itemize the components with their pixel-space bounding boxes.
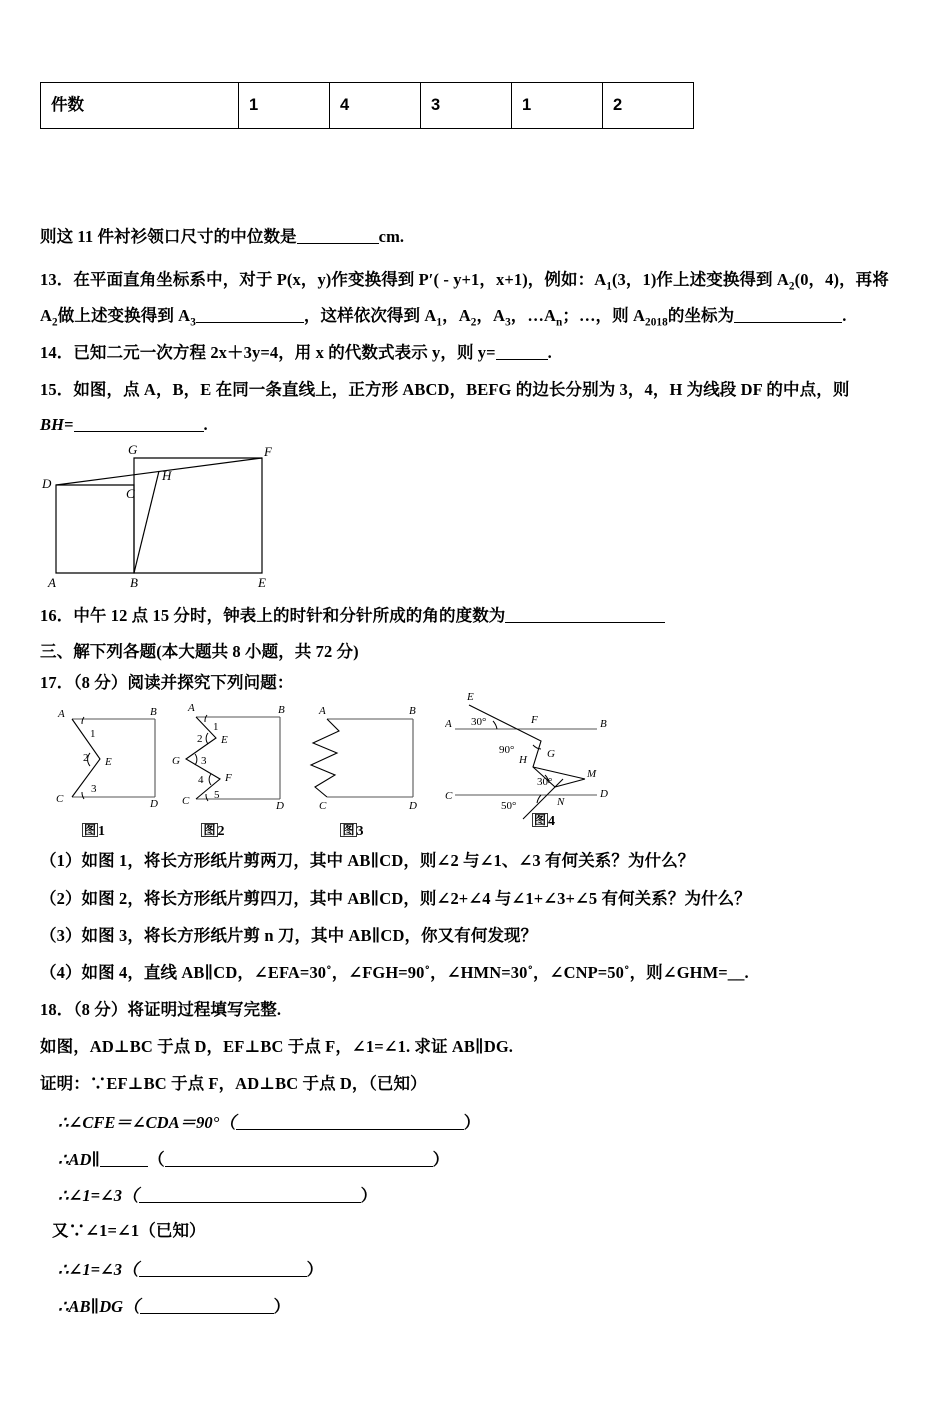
q18-l5-text: ∴∠1=∠3（ xyxy=(58,1260,139,1279)
q18-l1-close: ） xyxy=(463,1113,481,1132)
question-18-proof-line-2 xyxy=(58,1146,449,1170)
q13-sub-1: 1 xyxy=(606,280,612,293)
tu2-label-4: 4 xyxy=(198,774,204,786)
q13-blank-2[interactable] xyxy=(734,309,842,323)
question-13-line-1 xyxy=(40,268,889,295)
tu2-label-A: A xyxy=(188,702,195,714)
tu1-label-3: 3 xyxy=(91,783,97,795)
tu3-label-C: C xyxy=(319,800,327,812)
tu4-label-B: B xyxy=(600,718,607,730)
tu1-caption xyxy=(50,823,165,840)
q18-l6-close: ） xyxy=(273,1297,291,1316)
q14-blank[interactable] xyxy=(496,346,548,360)
question-18-proof-intro xyxy=(40,1072,427,1097)
q12-text: 则这 11 件衬衫领口尺寸的中位数是 xyxy=(40,227,297,246)
figure-tu4 xyxy=(445,687,620,830)
q12-blank[interactable] xyxy=(297,230,379,244)
q13-text-a: 在平面直角坐标系中，对于 P(x，y)作变换得到 P′( - y+1，x+1)，例如：A xyxy=(73,270,607,289)
q13-l2-d: ，A xyxy=(442,306,471,325)
square-abcd xyxy=(56,485,134,573)
q16-text: 中午 12 点 15 分时，钟表上的时针和分针所成的角的度数为 xyxy=(73,606,506,625)
q17-number: 17． xyxy=(40,673,74,692)
tu4-caption-prefix: 图 xyxy=(533,813,546,827)
fig15-label-E: E xyxy=(258,575,266,590)
tu3-label-D: D xyxy=(409,800,417,812)
tu2-caption xyxy=(168,823,286,840)
tu1-caption-num: 1 xyxy=(98,824,105,839)
fig15-label-D: D xyxy=(42,476,52,491)
tu1-label-2: 2 xyxy=(83,752,89,764)
table-row xyxy=(41,83,694,129)
q18-l3-text: ∴∠1=∠3（ xyxy=(58,1186,139,1205)
tu1-label-C: C xyxy=(56,793,64,805)
fig15-label-G: G xyxy=(128,442,138,457)
figure-tu1 xyxy=(50,697,165,840)
question-18-proof-line-5 xyxy=(58,1256,323,1280)
question-16 xyxy=(40,604,665,629)
q17-item-1-text: （1）如图 1，将长方形纸片剪两刀，其中 AB∥CD，则∠2 与∠1、∠3 有何关系？为什么？ xyxy=(40,851,695,870)
tu2-label-2: 2 xyxy=(197,733,203,745)
q17-item-2-text: （2）如图 2，将长方形纸片剪四刀，其中 AB∥CD，则∠2+∠4 与∠1+∠3+∠5 有何关系？为什么？ xyxy=(40,889,751,908)
tu2-label-D: D xyxy=(276,800,284,812)
q15-period: . xyxy=(203,415,208,434)
q13-l2-sub4: 2 xyxy=(470,316,477,329)
tu4-label-N: N xyxy=(557,796,565,808)
tu4-angle-30-hmn: 30° xyxy=(537,776,553,788)
q18-number: 18． xyxy=(40,1000,74,1019)
figure-q15 xyxy=(34,440,284,595)
q18-l2-b: （ xyxy=(148,1150,165,1169)
q13-l2-h: 的坐标为 xyxy=(667,306,735,325)
tu4-caption-num: 4 xyxy=(548,814,555,829)
tu1-caption-prefix: 图 xyxy=(83,823,96,837)
tu4-label-H: H xyxy=(519,754,527,766)
table-cell-2: 4 xyxy=(330,83,421,129)
figure-tu3-svg xyxy=(305,697,423,822)
question-17-stem xyxy=(40,671,293,696)
tu3-label-A: A xyxy=(319,705,326,717)
q13-l2-f: ，…A xyxy=(510,306,556,325)
question-17-item-1 xyxy=(40,849,694,874)
question-17-item-3 xyxy=(40,924,537,949)
figure-tu2 xyxy=(168,697,286,840)
q13-text-b: (3，1)作上述变换得到 A xyxy=(611,270,789,289)
q13-l2-sub2: 3 xyxy=(190,316,196,329)
fig15-label-F: F xyxy=(264,444,272,459)
tu2-caption-prefix: 图 xyxy=(203,823,216,837)
table-cell-3: 3 xyxy=(421,83,512,129)
tu3-caption-num: 3 xyxy=(356,824,364,839)
tu1-label-D: D xyxy=(150,798,158,810)
q18-l4-text: 又∵∠1=∠1（已知） xyxy=(52,1221,206,1240)
question-15-line-2 xyxy=(40,413,208,438)
q15-number: 15． xyxy=(40,380,74,399)
tu1-arc-1 xyxy=(82,717,84,724)
tu4-label-E: E xyxy=(467,691,474,703)
tu4-angle-50-cnp: 50° xyxy=(501,800,517,812)
q13-l2-sub1: 2 xyxy=(52,316,58,329)
q18-l5-blank[interactable] xyxy=(139,1264,307,1277)
fig15-label-A: A xyxy=(48,575,56,590)
question-18-proof-line-1 xyxy=(58,1109,480,1133)
q13-blank-1[interactable] xyxy=(196,309,304,323)
tu3-caption-prefix: 图 xyxy=(342,823,355,837)
question-18-proof-line-3 xyxy=(58,1182,377,1206)
tu4-label-G: G xyxy=(547,748,555,760)
section-3-title: 三、解下列各题(本大题共 8 小题，共 72 分) xyxy=(40,642,359,661)
tu2-arc-4 xyxy=(209,774,211,785)
q18-l2-blank-short[interactable] xyxy=(100,1154,148,1167)
q17-item-3-text: （3）如图 3，将长方形纸片剪 n 刀，其中 AB∥CD，你又有何发现？ xyxy=(40,926,538,945)
statistics-table xyxy=(40,82,694,129)
tu4-angle-90-fgh: 90° xyxy=(499,744,515,756)
q12-unit: cm. xyxy=(378,227,405,246)
exam-page xyxy=(0,82,950,1426)
square-befg xyxy=(134,458,262,573)
figure-tu1-svg xyxy=(50,697,165,822)
tu1-label-E: E xyxy=(105,756,112,768)
q13-l2-e: ，A xyxy=(476,306,506,325)
section-3-heading xyxy=(40,640,359,665)
question-18-proof-line-6 xyxy=(58,1293,290,1317)
tu1-label-1: 1 xyxy=(90,728,96,740)
segment-bh xyxy=(134,471,159,573)
tu2-label-3: 3 xyxy=(201,755,207,767)
tu1-label-B: B xyxy=(150,706,157,718)
question-15-line-1 xyxy=(40,378,849,403)
tu2-arc-5 xyxy=(206,794,208,801)
tu2-arc-1 xyxy=(205,715,207,722)
tu1-arc-3 xyxy=(82,792,84,799)
question-18-stem xyxy=(40,998,281,1023)
table-cell-4: 1 xyxy=(512,83,603,129)
q13-l2-sub3: 1 xyxy=(436,316,443,329)
tu4-arc-30a xyxy=(493,721,497,729)
tu2-label-1: 1 xyxy=(213,721,219,733)
tu4-label-D: D xyxy=(600,788,608,800)
fig15-label-H: H xyxy=(162,468,172,483)
tu2-label-5: 5 xyxy=(214,789,220,801)
q18-stem-text: 将证明过程填写完整. xyxy=(127,1000,282,1019)
q16-number: 16． xyxy=(40,606,74,625)
q18-proof-intro-text: 证明：∵EF⊥BC 于点 F，AD⊥BC 于点 D，（已知） xyxy=(40,1074,427,1093)
q14-text-a: 已知二元一次方程 2x＋3y=4，用 x 的代数式表示 y，则 y= xyxy=(73,343,496,362)
q18-l6-blank[interactable] xyxy=(140,1301,274,1314)
tu2-label-G: G xyxy=(172,755,180,767)
q13-l2-a: A xyxy=(40,306,53,325)
question-18-given xyxy=(40,1035,513,1060)
question-14 xyxy=(40,341,552,366)
q13-l2-sub5: 3 xyxy=(505,316,511,329)
tu4-label-M: M xyxy=(587,768,597,780)
q13-l2-c: ，这样依次得到 A xyxy=(303,306,437,325)
figure-tu4-svg xyxy=(445,687,620,822)
tu2-label-C: C xyxy=(182,795,190,807)
q17-item-4-text: （4）如图 4，直线 AB∥CD，∠EFA=30˚，∠FGH=90˚，∠HMN=30˚，∠CNP=50˚，则∠GHM=__. xyxy=(40,963,749,982)
table-row-label: 件数 xyxy=(41,83,239,129)
tu4-label-C: C xyxy=(445,790,453,802)
q13-l2-sub6: n xyxy=(556,316,563,329)
q13-l2-b: 做上述变换得到 A xyxy=(57,306,191,325)
q15-text: 如图，点 A，B，E 在同一条直线上，正方形 ABCD，BEFG 的边长分别为 3，4，H 为线段 DF 的中点，则 xyxy=(73,380,850,399)
q18-score: （8 分） xyxy=(73,1000,128,1019)
fig15-label-B: B xyxy=(130,575,138,590)
q13-number: 13． xyxy=(40,270,74,289)
question-12-tail xyxy=(40,225,404,250)
tu3-zigzag xyxy=(311,719,339,797)
fig15-label-C: C xyxy=(126,486,135,501)
q18-l1-text: ∴∠CFE＝∠CDA＝90°（ xyxy=(58,1113,236,1132)
tu2-label-F: F xyxy=(225,772,232,784)
q18-l3-blank[interactable] xyxy=(139,1190,361,1203)
q18-l6-text: ∴AB∥DG（ xyxy=(58,1297,140,1316)
q17-stem-text: 阅读并探究下列问题： xyxy=(127,673,294,692)
q13-l2-g: ；…，则 A xyxy=(562,306,645,325)
question-18-proof-line-4 xyxy=(52,1219,206,1244)
q18-l1-blank[interactable] xyxy=(236,1117,464,1130)
q15-bh-label: BH= xyxy=(40,415,74,434)
q17-score: （8 分） xyxy=(73,673,128,692)
question-17-item-2 xyxy=(40,887,751,912)
q18-l3-close: ） xyxy=(360,1186,378,1205)
tu2-arc-2 xyxy=(206,733,208,744)
q18-given-text: 如图，AD⊥BC 于点 D，EF⊥BC 于点 F，∠1=∠1. 求证 AB∥DG. xyxy=(40,1037,513,1056)
tu2-arc-3 xyxy=(195,754,197,765)
tu2-label-E: E xyxy=(221,734,228,746)
q13-l2-end: . xyxy=(842,306,847,325)
tu3-caption xyxy=(305,823,423,840)
tu2-label-B: B xyxy=(278,704,285,716)
figure-tu3 xyxy=(305,697,423,840)
q13-sub-2: 2 xyxy=(788,280,795,293)
figure-tu2-svg xyxy=(168,697,286,822)
q13-text-c: (0，4)，再将 xyxy=(794,270,889,289)
q18-l5-close: ） xyxy=(306,1260,324,1279)
q18-l2-blank-long[interactable] xyxy=(165,1154,433,1167)
q14-number: 14． xyxy=(40,343,74,362)
tu1-label-A: A xyxy=(58,708,65,720)
table-cell-1: 1 xyxy=(239,83,330,129)
q15-blank[interactable] xyxy=(74,418,204,432)
tu4-label-A: A xyxy=(445,718,452,730)
tu4-angle-30-efa: 30° xyxy=(471,716,487,728)
q13-l2-sub7: 2018 xyxy=(645,316,668,329)
tu2-caption-num: 2 xyxy=(217,824,225,839)
question-17-item-4 xyxy=(40,961,749,986)
q14-text-b: . xyxy=(547,343,552,362)
figure-q15-svg xyxy=(34,440,284,590)
table-cell-5: 2 xyxy=(603,83,694,129)
question-13-line-2 xyxy=(40,304,846,331)
q16-blank[interactable] xyxy=(505,609,665,623)
q18-l2-close: ） xyxy=(432,1150,450,1169)
tu4-label-F: F xyxy=(531,714,538,726)
tu3-label-B: B xyxy=(409,705,416,717)
q18-l2-a: ∴AD∥ xyxy=(58,1150,101,1169)
